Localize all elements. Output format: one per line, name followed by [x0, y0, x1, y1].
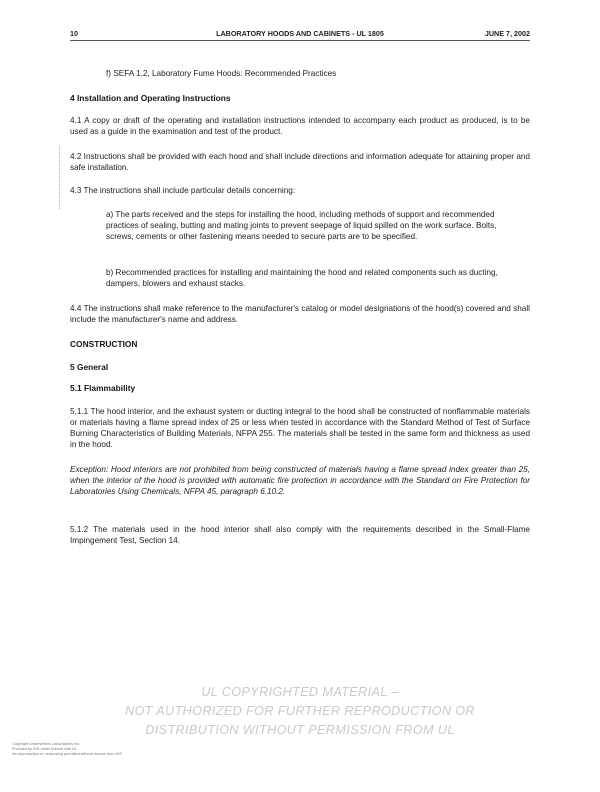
- section-5-1-heading: 5.1 Flammability: [70, 383, 136, 393]
- section-5-heading: 5 General: [70, 362, 109, 372]
- paragraph-5-1-1: 5.1.1 The hood interior, and the exhaust system or ducting integral to the hood shall be constructed of nonflammable materials or materials having a flame spread index of 25 or less when tested in accordance with the Standard Method of Test of Surface Burning Characteristics of Building Materials, NFPA 255. The materials shall be tested in the same form and thickness as used in the hood.: [70, 407, 530, 449]
- paragraph-4-3-b: b) Recommended practices for installing and maintaining the hood and related components such as ducting, dampers, blowers and exhaust stacks.: [106, 268, 498, 288]
- reference-item-f: f) SEFA 1.2, Laboratory Fume Hoods: Recommended Practices: [106, 69, 337, 78]
- paragraph-4-3: 4.3 The instructions shall include particular details concerning:: [70, 186, 296, 195]
- footer-line-3: No reproduction or networking permitted without license from IHS: [12, 752, 122, 756]
- paragraph-4-1: 4.1 A copy or draft of the operating and installation instructions intended to accompany each product as produced, is to be used as a guide in the examination and test of the product.: [70, 116, 530, 136]
- header-divider: [70, 40, 530, 41]
- footer-line-2: Provided by IHS under license with UL: [12, 747, 77, 751]
- construction-heading: CONSTRUCTION: [70, 339, 138, 349]
- watermark-line-1: UL COPYRIGHTED MATERIAL –: [201, 685, 399, 699]
- watermark-line-3: DISTRIBUTION WITHOUT PERMISSION FROM UL: [145, 723, 455, 737]
- document-date: JUNE 7, 2002: [484, 29, 530, 38]
- watermark-line-2: NOT AUTHORIZED FOR FURTHER REPRODUCTION OR: [125, 704, 475, 718]
- license-footer: [12, 742, 122, 757]
- paragraph-4-4: 4.4 The instructions shall make reference to the manufacturer's catalog or model designations of the hood(s) covered and shall include the manufacturer's name and address.: [70, 304, 530, 324]
- section-4-heading: 4 Installation and Operating Instructions: [70, 93, 231, 103]
- paragraph-4-2: 4.2 Instructions shall be provided with each hood and shall include directions and information adequate for attaining proper and safe installation.: [70, 152, 530, 172]
- document-title: LABORATORY HOODS AND CABINETS - UL 1805: [216, 29, 384, 38]
- exception-paragraph: Exception: Hood interiors are not prohibited from being constructed of materials having a flame spread index greater than 25, when the interior of the hood is provided with automatic fire protection in accordance with the Standard on Fire Protection for Laboratories Using Chemicals, NFPA 45, paragraph 6.10.2.: [70, 465, 530, 496]
- footer-line-1: Copyright Underwriters Laboratories Inc.: [12, 742, 81, 746]
- paragraph-4-3-a: a) The parts received and the steps for installing the hood, including methods of support and recommended practices of sealing, butting and mating joints to prevent seepage of liquid spilled on the work surface. Bolts, screws, cements or other fastening means needed to secure parts are to be specified.: [106, 210, 497, 241]
- paragraph-5-1-2: 5.1.2 The materials used in the hood interior shall also comply with the requirements described in the Small-Flame Impingement Test, Section 14.: [70, 525, 530, 545]
- revision-marker: [59, 146, 67, 209]
- page-number: 10: [70, 29, 78, 38]
